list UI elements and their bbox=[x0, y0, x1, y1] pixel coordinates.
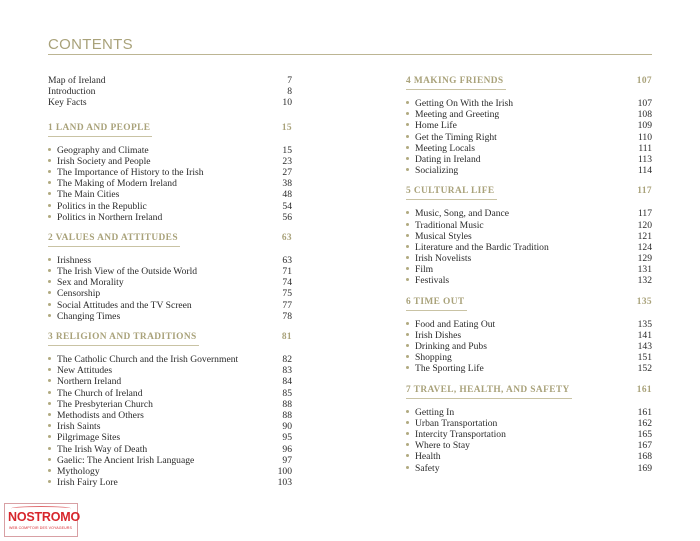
toc-entry[interactable] bbox=[406, 264, 652, 275]
toc-entry-label-wrap bbox=[406, 120, 457, 131]
toc-entry-label-wrap bbox=[48, 432, 120, 443]
toc-entry-page: 107 bbox=[637, 98, 652, 109]
toc-entry-page: 143 bbox=[637, 341, 652, 352]
toc-entry-label: Northern Ireland bbox=[57, 376, 122, 388]
toc-entry-page: 100 bbox=[277, 465, 292, 477]
toc-entry-page: 132 bbox=[637, 275, 652, 287]
toc-entry-label: Changing Times bbox=[57, 310, 121, 322]
toc-entry-label: Literature and the Bardic Tradition bbox=[415, 241, 549, 253]
toc-entry[interactable] bbox=[48, 300, 292, 311]
toc-entry-page: 121 bbox=[637, 230, 652, 242]
toc-entry-page: 84 bbox=[282, 376, 292, 388]
toc-entry-page: 77 bbox=[282, 299, 292, 311]
chapter-title: 2 VALUES AND ATTITUDES bbox=[48, 232, 178, 246]
bullet-icon bbox=[48, 181, 51, 184]
toc-entry-page: 110 bbox=[637, 131, 652, 143]
bullet-icon bbox=[406, 432, 409, 435]
toc-entry[interactable] bbox=[48, 376, 292, 387]
toc-entry[interactable] bbox=[406, 451, 652, 462]
toc-entry-label-wrap bbox=[48, 255, 91, 266]
toc-entry-label: Sex and Morality bbox=[57, 277, 124, 289]
toc-entry[interactable] bbox=[406, 429, 652, 440]
toc-entry-label: Home Life bbox=[415, 120, 457, 132]
chapter-section bbox=[48, 122, 292, 223]
toc-entry-label-wrap bbox=[406, 253, 471, 264]
toc-entry-page: 103 bbox=[277, 477, 292, 489]
toc-entry-label-wrap bbox=[406, 264, 433, 275]
toc-entry[interactable] bbox=[406, 220, 652, 231]
toc-entry-label-wrap bbox=[406, 429, 506, 440]
toc-entry-label: Irishness bbox=[57, 254, 92, 266]
toc-entry-label: Urban Transportation bbox=[415, 417, 498, 429]
toc-entry-label: Film bbox=[415, 264, 434, 276]
toc-entry-label: Irish Fairy Lore bbox=[57, 477, 118, 489]
bullet-icon bbox=[406, 101, 409, 104]
toc-entry[interactable] bbox=[48, 410, 292, 421]
toc-entry[interactable] bbox=[406, 98, 652, 109]
toc-entry-label-wrap bbox=[406, 418, 497, 429]
toc-entry-label-wrap bbox=[406, 440, 470, 451]
toc-entry[interactable] bbox=[48, 311, 292, 322]
toc-entry-page: 85 bbox=[282, 387, 292, 399]
bullet-icon bbox=[48, 368, 51, 371]
toc-entry[interactable] bbox=[406, 418, 652, 429]
toc-entry-label-wrap bbox=[48, 354, 238, 365]
toc-entry[interactable] bbox=[48, 86, 292, 97]
toc-entry[interactable] bbox=[48, 354, 292, 365]
toc-entry-label: Music, Song, and Dance bbox=[415, 208, 510, 220]
toc-entry-label: Irish Saints bbox=[57, 421, 101, 433]
toc-entry-label: Food and Eating Out bbox=[415, 318, 496, 330]
bullet-icon bbox=[406, 157, 409, 160]
toc-entry-page: 54 bbox=[282, 200, 292, 212]
nostromo-watermark-logo bbox=[4, 503, 81, 537]
toc-entry-page: 75 bbox=[282, 288, 292, 300]
toc-entry-label: Irish Novelists bbox=[415, 253, 472, 265]
toc-entry-label: Socializing bbox=[415, 165, 459, 177]
bullet-icon bbox=[406, 355, 409, 358]
toc-entry[interactable] bbox=[406, 407, 652, 418]
toc-entry-label: Meeting and Greeting bbox=[415, 109, 500, 121]
chapter-page: 161 bbox=[636, 384, 652, 395]
toc-entry-page: 152 bbox=[637, 363, 652, 375]
chapter-section bbox=[48, 232, 292, 322]
toc-entry-label: Mythology bbox=[57, 465, 100, 477]
toc-entry[interactable] bbox=[48, 288, 292, 299]
toc-entry-label-wrap bbox=[48, 444, 147, 455]
toc-entry[interactable] bbox=[48, 365, 292, 376]
toc-entry-page: 90 bbox=[282, 421, 292, 433]
toc-entry[interactable] bbox=[48, 156, 292, 167]
toc-entry-label: Pilgrimage Sites bbox=[57, 432, 121, 444]
bullet-icon bbox=[406, 146, 409, 149]
bullet-icon bbox=[406, 112, 409, 115]
toc-entry[interactable] bbox=[406, 132, 652, 143]
toc-entry-page: 124 bbox=[637, 241, 652, 253]
toc-entry-label-wrap bbox=[406, 220, 484, 231]
toc-entry-page: 88 bbox=[282, 398, 292, 410]
toc-left-column bbox=[48, 75, 292, 488]
chapter-section bbox=[406, 185, 652, 286]
toc-entry-label: Getting On With the Irish bbox=[415, 98, 514, 109]
bullet-icon bbox=[406, 267, 409, 270]
toc-entry-label: Safety bbox=[415, 462, 440, 474]
toc-entry[interactable] bbox=[406, 319, 652, 330]
toc-entry[interactable] bbox=[48, 277, 292, 288]
toc-entry-label-wrap bbox=[406, 132, 497, 143]
toc-entry-page: 131 bbox=[637, 264, 652, 276]
toc-entry-label-wrap bbox=[406, 463, 440, 474]
toc-entry[interactable] bbox=[48, 97, 292, 108]
chapter-heading[interactable] bbox=[48, 122, 292, 136]
toc-entry[interactable] bbox=[406, 440, 652, 451]
toc-entry-page: 114 bbox=[637, 165, 652, 177]
toc-entry-page: 15 bbox=[282, 144, 292, 156]
toc-entry-label-wrap bbox=[48, 365, 112, 376]
toc-entry-page: 63 bbox=[282, 254, 292, 266]
toc-entry-label: The Sporting Life bbox=[415, 363, 484, 375]
toc-entry-label-wrap bbox=[48, 421, 100, 432]
toc-entry-page: 83 bbox=[282, 365, 292, 377]
bullet-icon bbox=[406, 333, 409, 336]
chapter-page: 135 bbox=[636, 296, 652, 307]
toc-entry-label: Traditional Music bbox=[415, 219, 484, 231]
bullet-icon bbox=[48, 391, 51, 394]
toc-entry-label-wrap bbox=[48, 477, 118, 488]
toc-entry-label: The Irish Way of Death bbox=[57, 443, 148, 455]
toc-entry-page: 56 bbox=[282, 211, 292, 223]
toc-entry-label: Methodists and Others bbox=[57, 409, 144, 421]
toc-entry-label-wrap bbox=[48, 300, 192, 311]
bullet-icon bbox=[48, 148, 51, 151]
chapter-page: 117 bbox=[637, 186, 652, 197]
toc-entry-page: 167 bbox=[637, 440, 652, 452]
toc-entry-label: Health bbox=[415, 451, 441, 463]
toc-entry-page: 74 bbox=[282, 277, 292, 289]
toc-entry-label: The Main Cities bbox=[57, 189, 120, 201]
bullet-icon bbox=[48, 170, 51, 173]
toc-entry-label: Irish Dishes bbox=[415, 329, 462, 341]
bullet-icon bbox=[48, 291, 51, 294]
toc-entry-label-wrap bbox=[406, 319, 495, 330]
toc-entry-page: 7 bbox=[287, 75, 292, 86]
toc-entry-page: 96 bbox=[282, 443, 292, 455]
bullet-icon bbox=[48, 413, 51, 416]
toc-entry-label-wrap bbox=[406, 154, 481, 165]
bullet-icon bbox=[48, 469, 51, 472]
toc-entry-page: 169 bbox=[637, 462, 652, 474]
toc-entry[interactable] bbox=[48, 212, 292, 223]
toc-entry-label-wrap bbox=[48, 145, 149, 156]
chapter-title: 7 TRAVEL, HEALTH, AND SAFETY bbox=[406, 384, 570, 398]
toc-entry-label-wrap bbox=[48, 376, 121, 387]
bullet-icon bbox=[48, 204, 51, 207]
toc-entry[interactable] bbox=[406, 231, 652, 242]
bullet-icon bbox=[406, 234, 409, 237]
toc-entry-label: The Catholic Church and the Irish Government bbox=[57, 354, 239, 365]
toc-entry-label: Geography and Climate bbox=[57, 144, 149, 156]
toc-entry-label: The Presbyterian Church bbox=[57, 398, 153, 410]
bullet-icon bbox=[406, 245, 409, 248]
toc-entry-page: 162 bbox=[637, 417, 652, 429]
toc-entry-label-wrap bbox=[406, 208, 509, 219]
toc-entry-page: 129 bbox=[637, 253, 652, 265]
toc-entry-label: Map of Ireland bbox=[48, 75, 106, 86]
toc-entry-label: Dating in Ireland bbox=[415, 153, 481, 165]
toc-entry[interactable] bbox=[406, 154, 652, 165]
toc-entry-label: The Importance of History to the Irish bbox=[57, 166, 204, 178]
toc-entry-label: Musical Styles bbox=[415, 230, 472, 242]
toc-entry-page: 27 bbox=[282, 166, 292, 178]
toc-entry-page: 23 bbox=[282, 155, 292, 167]
toc-entry[interactable] bbox=[48, 167, 292, 178]
toc-entry-label: Where to Stay bbox=[415, 440, 470, 452]
toc-entry-label-wrap bbox=[48, 201, 147, 212]
bullet-icon bbox=[406, 168, 409, 171]
toc-entry-label: Get the Timing Right bbox=[415, 131, 497, 143]
bullet-icon bbox=[406, 454, 409, 457]
bullet-icon bbox=[406, 135, 409, 138]
toc-entry-page: 10 bbox=[282, 97, 292, 109]
bullet-icon bbox=[48, 480, 51, 483]
toc-entry-page: 78 bbox=[282, 310, 292, 322]
toc-entry[interactable] bbox=[406, 242, 652, 253]
chapter-section bbox=[406, 384, 652, 474]
toc-entry-label-wrap bbox=[48, 410, 144, 421]
toc-entry-label-wrap bbox=[406, 341, 487, 352]
toc-entry-label-wrap bbox=[48, 399, 153, 410]
toc-entry-page: 120 bbox=[637, 219, 652, 231]
chapter-page: 15 bbox=[281, 122, 292, 133]
bullet-icon bbox=[48, 435, 51, 438]
toc-entry-label-wrap bbox=[406, 330, 461, 341]
toc-entry[interactable] bbox=[48, 421, 292, 432]
chapter-page: 63 bbox=[281, 232, 292, 243]
toc-entry-page: 141 bbox=[637, 329, 652, 341]
bullet-icon bbox=[406, 322, 409, 325]
toc-entry[interactable] bbox=[406, 120, 652, 131]
toc-entry[interactable] bbox=[406, 109, 652, 120]
toc-entry[interactable] bbox=[48, 75, 292, 86]
toc-entry-label: Social Attitudes and the TV Screen bbox=[57, 299, 192, 311]
toc-entry-label-wrap bbox=[48, 178, 177, 189]
bullet-icon bbox=[406, 256, 409, 259]
page-title: CONTENTS bbox=[48, 36, 133, 53]
toc-entry-label-wrap bbox=[406, 231, 472, 242]
toc-entry[interactable] bbox=[48, 266, 292, 277]
bullet-icon bbox=[48, 159, 51, 162]
toc-entry-label: Introduction bbox=[48, 86, 96, 98]
toc-entry[interactable] bbox=[48, 388, 292, 399]
toc-entry[interactable] bbox=[48, 189, 292, 200]
bullet-icon bbox=[48, 215, 51, 218]
bullet-icon bbox=[48, 447, 51, 450]
toc-entry[interactable] bbox=[406, 363, 652, 374]
bullet-icon bbox=[48, 269, 51, 272]
chapter-heading[interactable] bbox=[406, 296, 652, 310]
toc-entry[interactable] bbox=[48, 255, 292, 266]
toc-entry-page: 82 bbox=[282, 354, 292, 365]
toc-entry-label-wrap bbox=[406, 165, 458, 176]
toc-entry-label-wrap bbox=[406, 109, 499, 120]
toc-entry-page: 97 bbox=[282, 454, 292, 466]
toc-entry-page: 111 bbox=[638, 142, 652, 154]
toc-entry[interactable] bbox=[48, 145, 292, 156]
chapter-page: 107 bbox=[636, 76, 652, 86]
bullet-icon bbox=[406, 421, 409, 424]
toc-entry[interactable] bbox=[48, 455, 292, 466]
toc-entry-label-wrap bbox=[406, 275, 449, 286]
toc-entry-page: 48 bbox=[282, 189, 292, 201]
toc-entry-label: Gaelic: The Ancient Irish Language bbox=[57, 454, 195, 466]
chapter-title: 6 TIME OUT bbox=[406, 296, 465, 310]
toc-entry[interactable] bbox=[48, 178, 292, 189]
bullet-icon bbox=[406, 466, 409, 469]
bullet-icon bbox=[406, 344, 409, 347]
toc-entry[interactable] bbox=[406, 165, 652, 176]
toc-entry-label-wrap bbox=[406, 242, 549, 253]
toc-entry-label-wrap bbox=[406, 363, 484, 374]
chapter-title: 3 RELIGION AND TRADITIONS bbox=[48, 331, 197, 345]
bullet-icon bbox=[406, 123, 409, 126]
chapter-section bbox=[406, 75, 652, 176]
chapter-section bbox=[48, 331, 292, 488]
toc-entry[interactable] bbox=[406, 253, 652, 264]
watermark-tagline: WEB COMPTOIR DES VOYAGEURS bbox=[9, 526, 72, 530]
chapter-title: 1 LAND AND PEOPLE bbox=[48, 122, 150, 136]
bullet-icon bbox=[48, 314, 51, 317]
toc-entry-label: The Irish View of the Outside World bbox=[57, 266, 198, 278]
toc-entry-page: 168 bbox=[637, 451, 652, 463]
toc-entry-page: 71 bbox=[282, 266, 292, 278]
bullet-icon bbox=[48, 258, 51, 261]
bullet-icon bbox=[406, 366, 409, 369]
toc-entry-label: Politics in the Republic bbox=[57, 200, 147, 212]
toc-entry-page: 113 bbox=[637, 153, 652, 165]
chapter-heading[interactable] bbox=[48, 331, 292, 345]
toc-entry-label-wrap bbox=[48, 266, 197, 277]
toc-entry[interactable] bbox=[406, 341, 652, 352]
toc-entry-label-wrap bbox=[48, 277, 124, 288]
toc-entry[interactable] bbox=[406, 208, 652, 219]
bullet-icon bbox=[48, 379, 51, 382]
chapter-section bbox=[406, 296, 652, 375]
toc-entry-label: Drinking and Pubs bbox=[415, 341, 487, 352]
toc-entry-page: 108 bbox=[637, 109, 652, 121]
toc-entry-page: 165 bbox=[637, 428, 652, 440]
toc-entry-label-wrap bbox=[406, 451, 441, 462]
toc-entry-page: 151 bbox=[637, 352, 652, 364]
toc-entry-label: Shopping bbox=[415, 352, 452, 364]
toc-entry-label-wrap bbox=[48, 189, 119, 200]
toc-entry-label: Festivals bbox=[415, 275, 450, 287]
watermark-name: NOSTROMO bbox=[8, 510, 81, 524]
toc-entry[interactable] bbox=[406, 143, 652, 154]
bullet-icon bbox=[406, 223, 409, 226]
toc-entry-label: Intercity Transportation bbox=[415, 428, 506, 440]
toc-entry-label: Censorship bbox=[57, 288, 101, 300]
front-matter bbox=[48, 75, 292, 109]
toc-entry[interactable] bbox=[48, 432, 292, 443]
toc-entry-label-wrap bbox=[48, 212, 162, 223]
bullet-icon bbox=[406, 410, 409, 413]
toc-entry-page: 161 bbox=[637, 406, 652, 418]
toc-entry-label-wrap bbox=[48, 455, 194, 466]
chapter-page: 81 bbox=[281, 332, 292, 342]
toc-entry-label-wrap bbox=[48, 167, 204, 178]
toc-entry-label: Irish Society and People bbox=[57, 155, 151, 167]
toc-right-column bbox=[406, 75, 652, 474]
bullet-icon bbox=[48, 280, 51, 283]
bullet-icon bbox=[48, 303, 51, 306]
toc-entry[interactable] bbox=[48, 477, 292, 488]
toc-entry-label: The Church of Ireland bbox=[57, 387, 143, 399]
chapter-heading[interactable] bbox=[48, 232, 292, 246]
toc-entry-label: The Making of Modern Ireland bbox=[57, 178, 177, 190]
toc-entry-label-wrap bbox=[48, 156, 151, 167]
toc-entry-label-wrap bbox=[406, 143, 475, 154]
chapter-heading[interactable] bbox=[406, 75, 652, 89]
title-divider bbox=[48, 54, 652, 55]
toc-entry-label: Getting In bbox=[415, 406, 455, 418]
bullet-icon bbox=[48, 458, 51, 461]
bullet-icon bbox=[48, 402, 51, 405]
toc-entry-label-wrap bbox=[406, 98, 513, 109]
toc-entry-page: 117 bbox=[637, 208, 652, 220]
toc-entry[interactable] bbox=[48, 466, 292, 477]
chapter-heading[interactable] bbox=[406, 185, 652, 199]
bullet-icon bbox=[48, 192, 51, 195]
bullet-icon bbox=[406, 211, 409, 214]
toc-entry-label: Key Facts bbox=[48, 97, 87, 109]
toc-entry[interactable] bbox=[406, 463, 652, 474]
bullet-icon bbox=[48, 424, 51, 427]
toc-entry[interactable] bbox=[406, 330, 652, 341]
toc-entry[interactable] bbox=[48, 201, 292, 212]
bullet-icon bbox=[406, 443, 409, 446]
toc-entry-label-wrap bbox=[48, 388, 143, 399]
toc-entry-page: 88 bbox=[282, 409, 292, 421]
toc-entry-label-wrap bbox=[48, 288, 100, 299]
toc-entry-label-wrap bbox=[48, 466, 100, 477]
toc-entry[interactable] bbox=[406, 352, 652, 363]
toc-entry-label: New Attitudes bbox=[57, 365, 113, 377]
toc-entry-label-wrap bbox=[406, 352, 452, 363]
bullet-icon bbox=[48, 357, 51, 360]
toc-entry-label-wrap bbox=[406, 407, 454, 418]
chapter-title: 4 MAKING FRIENDS bbox=[406, 75, 504, 89]
toc-entry-label: Meeting Locals bbox=[415, 142, 475, 154]
bullet-icon bbox=[406, 278, 409, 281]
toc-entry[interactable] bbox=[48, 444, 292, 455]
toc-entry-label-wrap bbox=[48, 311, 120, 322]
toc-entry-page: 38 bbox=[282, 178, 292, 190]
toc-entry-page: 8 bbox=[287, 86, 292, 98]
toc-entry-page: 135 bbox=[637, 318, 652, 330]
toc-entry-page: 95 bbox=[282, 432, 292, 444]
toc-entry[interactable] bbox=[406, 275, 652, 286]
chapter-title: 5 CULTURAL LIFE bbox=[406, 185, 495, 199]
toc-entry-label: Politics in Northern Ireland bbox=[57, 211, 163, 223]
toc-entry-page: 109 bbox=[637, 120, 652, 132]
toc-entry[interactable] bbox=[48, 399, 292, 410]
chapter-heading[interactable] bbox=[406, 384, 652, 398]
